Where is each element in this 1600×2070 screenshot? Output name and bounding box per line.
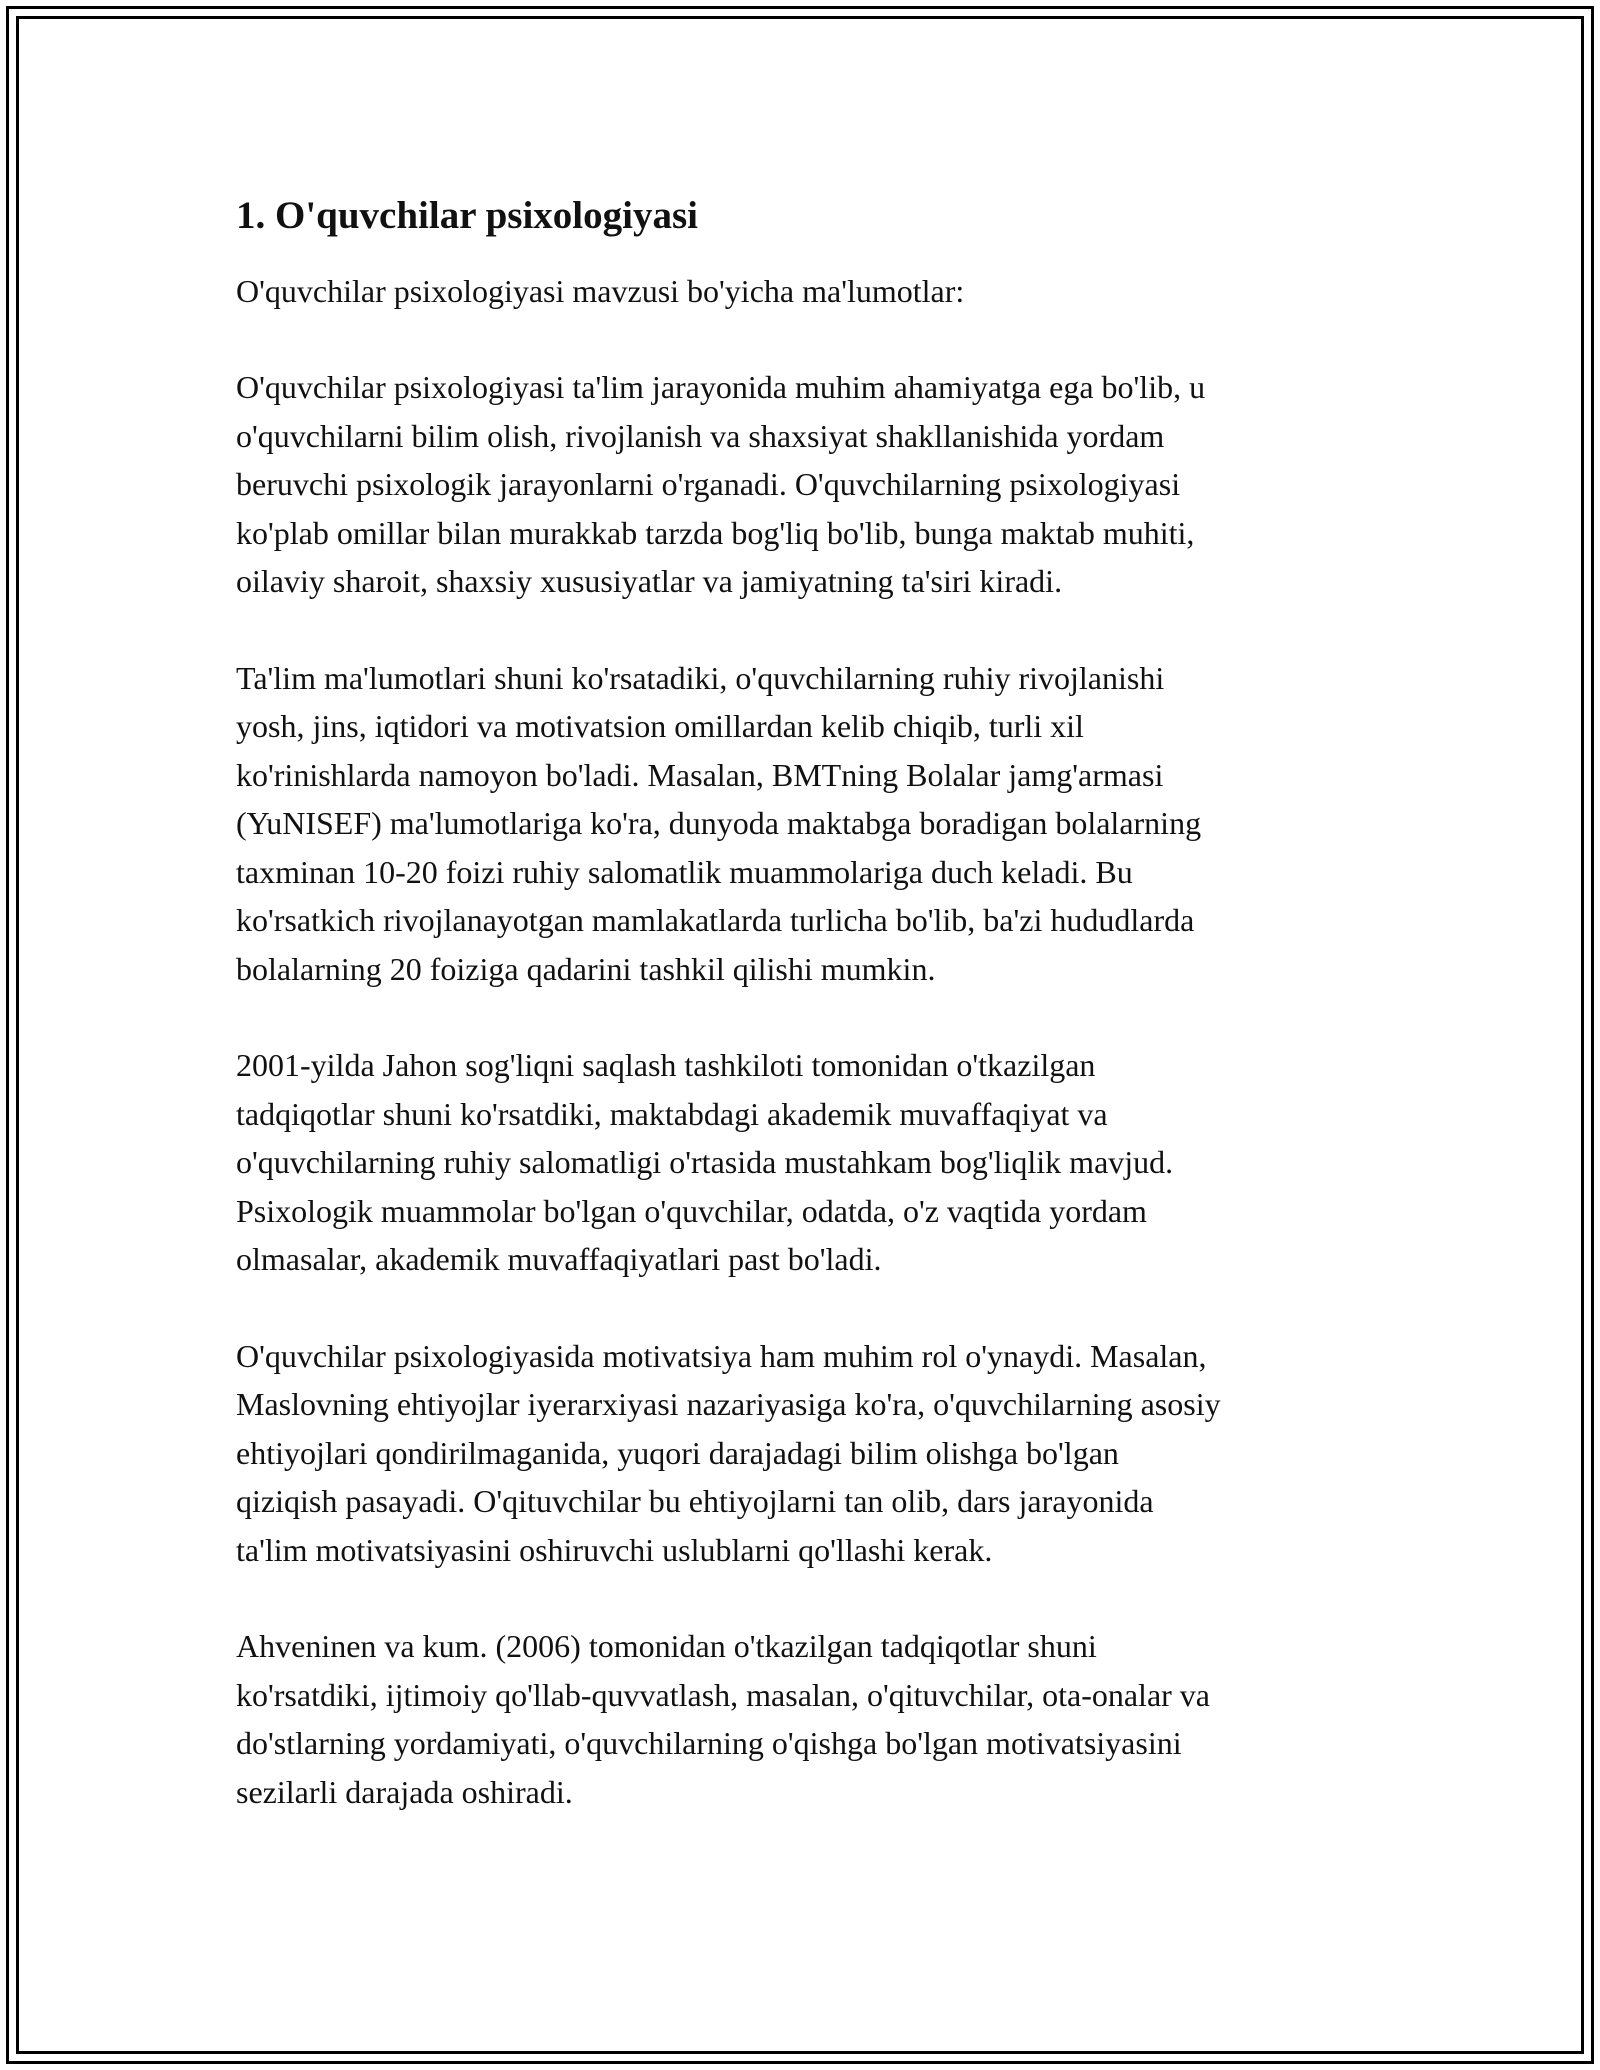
paragraph-line: O'quvchilar psixologiyasida motivatsiya ham muhim rol o'ynaydi. Masalan, (236, 1337, 1207, 1374)
section-heading: 1. O'quvchilar psixologiyasi (236, 194, 698, 237)
document-body (236, 190, 1386, 1816)
paragraph-line: do'stlarning yordamiyati, o'quvchilarning o'qishga bo'lgan motivatsiyasini (236, 1725, 1182, 1761)
paragraph-list (236, 363, 1386, 1816)
paragraph-line: ehtiyojlari qondirilmaganida, yuqori darajadagi bilim olishga bo'lgan (236, 1434, 1119, 1471)
paragraph-line: O'quvchilar psixologiyasi ta'lim jarayonida muhim ahamiyatga ega bo'lib, u (236, 369, 1206, 405)
paragraph-line: ko'plab omillar bilan murakkab tarzda bog'liq bo'lib, bunga maktab muhiti, (236, 514, 1195, 551)
paragraph-line: ta'lim motivatsiyasini oshiruvchi uslublarni qo'llashi kerak. (236, 1531, 993, 1568)
body-paragraph (236, 363, 1386, 606)
body-paragraph (236, 1622, 1386, 1816)
paragraph-line: o'quvchilarni bilim olish, rivojlanish va shaxsiyat shakllanishida yordam (236, 417, 1165, 454)
paragraph-line: beruvchi psixologik jarayonlarni o'rganadi. O'quvchilarning psixologiyasi (236, 466, 1181, 502)
paragraph-line: ko'rsatdiki, ijtimoiy qo'llab-quvvatlash, masalan, o'qituvchilar, ota-onalar va (236, 1676, 1210, 1713)
paragraph-line: o'quvchilarning ruhiy salomatligi o'rtasida mustahkam bog'liqlik mavjud. (236, 1144, 1174, 1180)
paragraph-line: Psixologik muammolar bo'lgan o'quvchilar, odatda, o'z vaqtida yordam (236, 1192, 1147, 1229)
body-paragraph (236, 654, 1386, 994)
paragraph-line: taxminan 10-20 foizi ruhiy salomatlik muammolariga duch keladi. Bu (236, 853, 1133, 890)
paragraph-line: olmasalar, akademik muvaffaqiyatlari past bo'ladi. (236, 1241, 882, 1277)
body-paragraph (236, 1041, 1386, 1284)
paragraph-line: Ahveninen va kum. (2006) tomonidan o'tkazilgan tadqiqotlar shuni (236, 1628, 1097, 1664)
paragraph-line: (YuNISEF) ma'lumotlariga ko'ra, dunyoda maktabga boradigan bolalarning (236, 805, 1202, 841)
paragraph-line: Maslovning ehtiyojlar iyerarxiyasi nazariyasiga ko'ra, o'quvchilarning asosiy (236, 1386, 1221, 1422)
paragraph-line: oilaviy sharoit, shaxsiy xususiyatlar va jamiyatning ta'siri kiradi. (236, 563, 1063, 599)
paragraph-line: qiziqish pasayadi. O'qituvchilar bu ehtiyojlarni tan olib, dars jarayonida (236, 1483, 1154, 1519)
paragraph-line: ko'rsatkich rivojlanayotgan mamlakatlarda turlicha bo'lib, ba'zi hududlarda (236, 902, 1195, 938)
paragraph-line: ko'rinishlarda namoyon bo'ladi. Masalan, BMTning Bolalar jamg'armasi (236, 756, 1164, 793)
intro-line: O'quvchilar psixologiyasi mavzusi bo'yicha ma'lumotlar: (236, 273, 965, 309)
paragraph-line: yosh, jins, iqtidori va motivatsion omillardan kelib chiqib, turli xil (236, 708, 1084, 744)
paragraph-line: 2001-yilda Jahon sog'liqni saqlash tashkiloti tomonidan o'tkazilgan (236, 1047, 1096, 1083)
body-paragraph (236, 1332, 1386, 1575)
paragraph-line: bolalarning 20 foiziga qadarini tashkil qilishi mumkin. (236, 950, 936, 987)
paragraph-line: sezilarli darajada oshiradi. (236, 1773, 573, 1810)
paragraph-line: Ta'lim ma'lumotlari shuni ko'rsatadiki, o'quvchilarning ruhiy rivojlanishi (236, 659, 1165, 696)
paragraph-line: tadqiqotlar shuni ko'rsatdiki, maktabdagi akademik muvaffaqiyat va (236, 1095, 1108, 1132)
